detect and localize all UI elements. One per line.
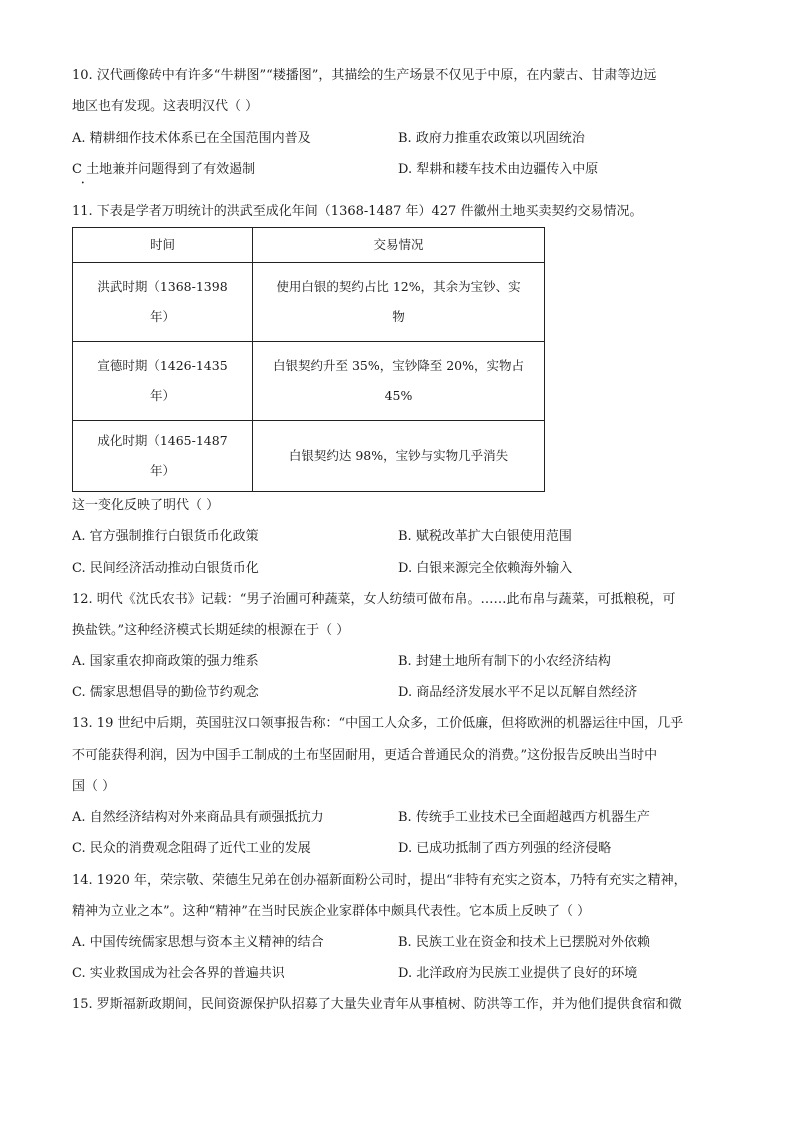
table-cell-info <box>253 342 545 421</box>
q10-stem-line-1: 10. 汉代画像砖中有许多“牛耕图”“耧播图”，其描绘的生产场景不仅见于中原，在内蒙古、甘肃等边远 <box>72 68 657 83</box>
q13-option-a[interactable]: A. 自然经济结构对外来商品具有顽强抵抗力 <box>72 810 324 825</box>
q11-option-b[interactable]: B. 赋税改革扩大白银使用范围 <box>398 529 572 544</box>
table-row <box>73 263 545 342</box>
table-row <box>73 421 545 492</box>
period-line-2: 年） <box>149 388 175 403</box>
q14-option-a[interactable]: A. 中国传统儒家思想与资本主义精神的结合 <box>72 935 324 950</box>
q12-option-d[interactable]: D. 商品经济发展水平不足以瓦解自然经济 <box>398 685 638 700</box>
q12-option-a[interactable]: A. 国家重农抑商政策的强力维系 <box>72 654 259 669</box>
stray-dot: • <box>81 180 85 187</box>
period-line-1: 成化时期（1465-1487 <box>97 433 228 448</box>
q14-option-c[interactable]: C. 实业救国成为社会各界的普遍共识 <box>72 966 285 981</box>
table-header-row <box>73 228 545 263</box>
table-cell-period <box>73 263 253 342</box>
info-line-2: 物 <box>392 309 405 324</box>
q15-stem-line-1: 15. 罗斯福新政期间，民间资源保护队招募了大量失业青年从事植树、防洪等工作，并为他们提供食宿和微 <box>72 997 682 1012</box>
table-cell-info <box>253 421 545 492</box>
q13-option-b[interactable]: B. 传统手工业技术已全面超越西方机器生产 <box>398 810 650 825</box>
q14-option-d[interactable]: D. 北洋政府为民族工业提供了良好的环境 <box>398 966 638 981</box>
info-line-1: 白银契约达 98%，宝钞与实物几乎消失 <box>288 448 509 463</box>
info-line-2: 45% <box>384 388 413 403</box>
table-cell-period <box>73 342 253 421</box>
q11-contract-table <box>72 227 545 492</box>
q13-stem-line-2: 不可能获得利润，因为中国手工制成的土布坚固耐用，更适合普通民众的消费。”这份报告反映出当时中 <box>72 748 658 763</box>
info-line-1: 使用白银的契约占比 12%，其余为宝钞、实 <box>276 279 521 294</box>
q13-stem-line-1: 13. 19 世纪中后期，英国驻汉口领事报告称：“中国工人众多，工价低廉，但将欧洲的机器运往中国，几乎 <box>72 716 684 731</box>
q11-option-a[interactable]: A. 官方强制推行白银货币化政策 <box>72 529 259 544</box>
q11-after-text: 这一变化反映了明代（ ） <box>72 498 220 513</box>
period-line-2: 年） <box>149 309 175 324</box>
table-header-info: 交易情况 <box>253 228 545 263</box>
q13-option-d[interactable]: D. 已成功抵制了西方列强的经济侵略 <box>398 841 612 856</box>
q10-option-d[interactable]: D. 犁耕和耧车技术由边疆传入中原 <box>398 162 599 177</box>
q11-option-d[interactable]: D. 白银来源完全依赖海外输入 <box>398 561 573 576</box>
period-line-2: 年） <box>149 463 175 478</box>
q13-stem-line-3: 国（ ） <box>72 779 116 794</box>
q11-stem: 11. 下表是学者万明统计的洪武至成化年间（1368-1487 年）427 件徽州土地买卖契约交易情况。 <box>72 204 643 219</box>
q12-option-b[interactable]: B. 封建土地所有制下的小农经济结构 <box>398 654 611 669</box>
q14-stem-line-2: 精神为立业之本”。这种“精神”在当时民族企业家群体中颇具代表性。它本质上反映了（ ） <box>72 904 591 919</box>
table-row <box>73 342 545 421</box>
table-cell-period <box>73 421 253 492</box>
table-cell-info <box>253 263 545 342</box>
info-line-1: 白银契约升至 35%，宝钞降至 20%，实物占 <box>272 358 524 373</box>
q11-option-c[interactable]: C. 民间经济活动推动白银货币化 <box>72 561 259 576</box>
q10-option-c[interactable]: C 土地兼并问题得到了有效遏制 <box>72 162 256 177</box>
q13-option-c[interactable]: C. 民众的消费观念阻碍了近代工业的发展 <box>72 841 311 856</box>
period-line-1: 洪武时期（1368-1398 <box>97 279 228 294</box>
q14-option-b[interactable]: B. 民族工业在资金和技术上已摆脱对外依赖 <box>398 935 650 950</box>
q10-option-b[interactable]: B. 政府力推重农政策以巩固统治 <box>398 131 585 146</box>
q14-stem-line-1: 14. 1920 年，荣宗敬、荣德生兄弟在创办福新面粉公司时，提出“非特有充实之资本，乃特有充实之精神， <box>72 873 687 888</box>
table-header-period: 时间 <box>73 228 253 263</box>
period-line-1: 宣德时期（1426-1435 <box>97 358 228 373</box>
q12-stem-line-1: 12. 明代《沈氏农书》记载：“男子治圃可种蔬菜，女人纺绩可做布帛。……此布帛与蔬菜，可抵粮税，可 <box>72 592 676 607</box>
q10-option-a[interactable]: A. 精耕细作技术体系已在全国范围内普及 <box>72 131 311 146</box>
q12-option-c[interactable]: C. 儒家思想倡导的勤俭节约观念 <box>72 685 259 700</box>
q12-stem-line-2: 换盐铁。”这种经济模式长期延续的根源在于（ ） <box>72 623 350 638</box>
q10-stem-line-2: 地区也有发现。这表明汉代（ ） <box>72 99 259 114</box>
